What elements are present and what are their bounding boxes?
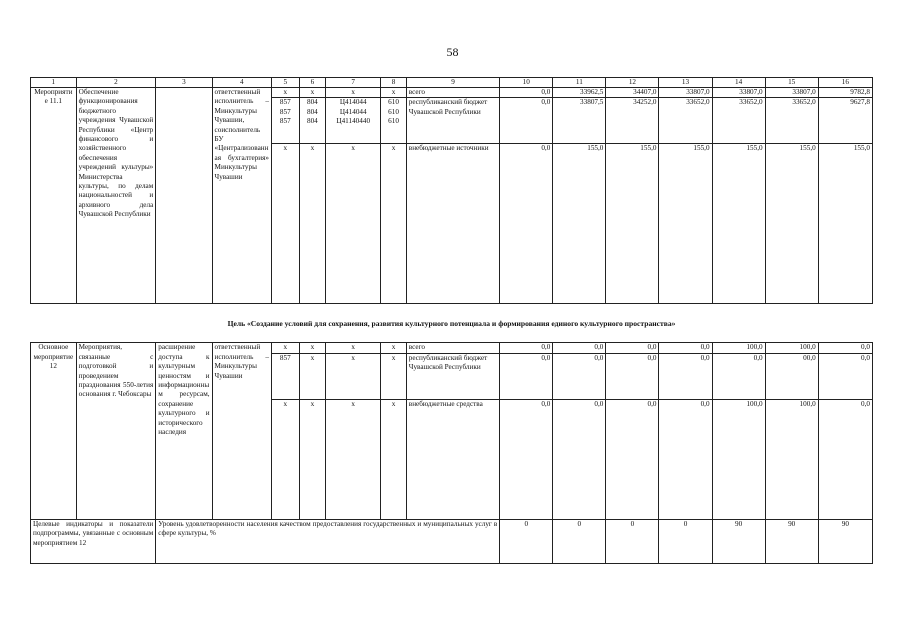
funding-source: республиканский бюджет Чувашской Республики (406, 98, 499, 144)
value-cell: 155,0 (818, 144, 872, 304)
measure-executor: ответственный исполнитель – Минкультуры Чувашии, соисполнитель БУ «Централизованная бухгалтерия» Минкультуры Чувашии (212, 88, 271, 304)
value-cell: 90 (712, 519, 765, 563)
table-row (31, 88, 873, 98)
indicator-row (31, 519, 873, 563)
measure-description: Мероприятия, связанные с подготовкой и проведением празднования 550-летия основания г. Чебоксары (76, 343, 156, 519)
measure-description: Обеспечение функционирования бюджетного учреждения Чувашской Республики «Центр финансового и хозяйственного обеспечения учреждений культуры» Министерства культуры, по делам национальностей и архивного дела Чувашской Республики (76, 88, 156, 304)
value-cell: 0 (659, 519, 712, 563)
vr-cell: x (381, 88, 406, 98)
value-cell: 33807,5 (553, 98, 606, 144)
value-cell: 0,0 (500, 353, 553, 399)
value-cell: 155,0 (606, 144, 659, 304)
grbs-cell: x (272, 343, 300, 353)
grbs-cell: 857 857 857 (272, 98, 300, 144)
value-cell: 0,0 (500, 88, 553, 98)
funding-source: республиканский бюджет Чувашской Республики (406, 353, 499, 399)
value-cell: 34252,0 (606, 98, 659, 144)
value-cell: 33652,0 (765, 98, 818, 144)
value-cell: 33962,5 (553, 88, 606, 98)
value-cell: 33652,0 (659, 98, 712, 144)
value-cell: 0,0 (606, 343, 659, 353)
column-number: 9 (406, 78, 499, 88)
value-cell: 0,0 (606, 353, 659, 399)
value-cell: 100,0 (712, 343, 765, 353)
column-number: 8 (381, 78, 406, 88)
value-cell: 0 (606, 519, 659, 563)
value-cell: 0,0 (818, 353, 872, 399)
value-cell: 90 (765, 519, 818, 563)
table-row (31, 343, 873, 353)
vr-cell: x (381, 353, 406, 399)
value-cell: 0,0 (712, 353, 765, 399)
value-cell: 0,0 (500, 144, 553, 304)
csr-cell: x (326, 399, 381, 519)
value-cell: 00,0 (765, 353, 818, 399)
value-cell: 0 (500, 519, 553, 563)
measure-label: Мероприятие 11.1 (31, 88, 77, 304)
column-number: 4 (212, 78, 271, 88)
value-cell: 9782,8 (818, 88, 872, 98)
csr-cell: x (326, 353, 381, 399)
vr-cell: x (381, 399, 406, 519)
csr-cell: Ц414044 Ц414044 Ц41140440 (326, 98, 381, 144)
funding-source: внебюджетные средства (406, 399, 499, 519)
grbs-cell: x (272, 399, 300, 519)
column-number: 15 (765, 78, 818, 88)
value-cell: 33807,0 (659, 88, 712, 98)
page-number: 58 (446, 45, 459, 59)
csr-cell: x (326, 88, 381, 98)
rzpr-cell: x (299, 144, 326, 304)
column-number: 7 (326, 78, 381, 88)
value-cell: 34407,0 (606, 88, 659, 98)
funding-source: всего (406, 343, 499, 353)
measure-indicator: расширение доступа к культурным ценностям и информационным ресурсам, сохранение культурного и исторического наследия (156, 343, 212, 519)
value-cell: 9627,8 (818, 98, 872, 144)
value-cell: 0,0 (500, 98, 553, 144)
value-cell: 0,0 (500, 343, 553, 353)
budget-table (30, 77, 873, 564)
column-number: 11 (553, 78, 606, 88)
column-number: 1 (31, 78, 77, 88)
value-cell: 155,0 (765, 144, 818, 304)
value-cell: 0,0 (553, 353, 606, 399)
csr-cell: x (326, 343, 381, 353)
value-cell: 0,0 (659, 353, 712, 399)
column-number: 16 (818, 78, 872, 88)
value-cell: 155,0 (553, 144, 606, 304)
value-cell: 33807,0 (712, 88, 765, 98)
goal-heading: Цель «Создание условий для сохранения, развития культурного потенциала и формирования единого культурного пространства» (31, 304, 873, 343)
indicator-text: Уровень удовлетворенности населения качеством предоставления государственных и муниципальных услуг в сфере культуры, % (156, 519, 500, 563)
value-cell: 100,0 (712, 399, 765, 519)
value-cell: 33652,0 (712, 98, 765, 144)
value-cell: 0,0 (606, 399, 659, 519)
vr-cell: x (381, 144, 406, 304)
csr-cell: x (326, 144, 381, 304)
column-number: 2 (76, 78, 156, 88)
column-number: 14 (712, 78, 765, 88)
value-cell: 0,0 (659, 399, 712, 519)
value-cell: 100,0 (765, 399, 818, 519)
funding-source: всего (406, 88, 499, 98)
funding-source: внебюджетные источники (406, 144, 499, 304)
value-cell: 90 (818, 519, 872, 563)
value-cell: 0,0 (500, 399, 553, 519)
rzpr-cell: x (299, 399, 326, 519)
grbs-cell: 857 (272, 353, 300, 399)
grbs-cell: x (272, 88, 300, 98)
goal-row (31, 304, 873, 343)
measure-label: Основное мероприятие 12 (31, 343, 77, 519)
measure-indicator (156, 88, 212, 304)
value-cell: 155,0 (659, 144, 712, 304)
rzpr-cell: x (299, 353, 326, 399)
value-cell: 0,0 (818, 399, 872, 519)
rzpr-cell: x (299, 88, 326, 98)
indicator-label: Целевые индикаторы и показатели подпрограммы, увязанные с основным мероприятием 12 (31, 519, 156, 563)
column-number: 10 (500, 78, 553, 88)
column-number: 3 (156, 78, 212, 88)
value-cell: 0,0 (818, 343, 872, 353)
value-cell: 155,0 (712, 144, 765, 304)
value-cell: 0 (553, 519, 606, 563)
column-number: 5 (272, 78, 300, 88)
column-number: 12 (606, 78, 659, 88)
column-number-row (31, 78, 873, 88)
value-cell: 33807,0 (765, 88, 818, 98)
value-cell: 0,0 (659, 343, 712, 353)
rzpr-cell: x (299, 343, 326, 353)
value-cell: 0,0 (553, 399, 606, 519)
vr-cell: x (381, 343, 406, 353)
column-number: 13 (659, 78, 712, 88)
value-cell: 100,0 (765, 343, 818, 353)
vr-cell: 610 610 610 (381, 98, 406, 144)
measure-executor: ответственный исполнитель – Минкультуры Чувашии (212, 343, 271, 519)
value-cell: 0,0 (553, 343, 606, 353)
grbs-cell: x (272, 144, 300, 304)
rzpr-cell: 804 804 804 (299, 98, 326, 144)
column-number: 6 (299, 78, 326, 88)
